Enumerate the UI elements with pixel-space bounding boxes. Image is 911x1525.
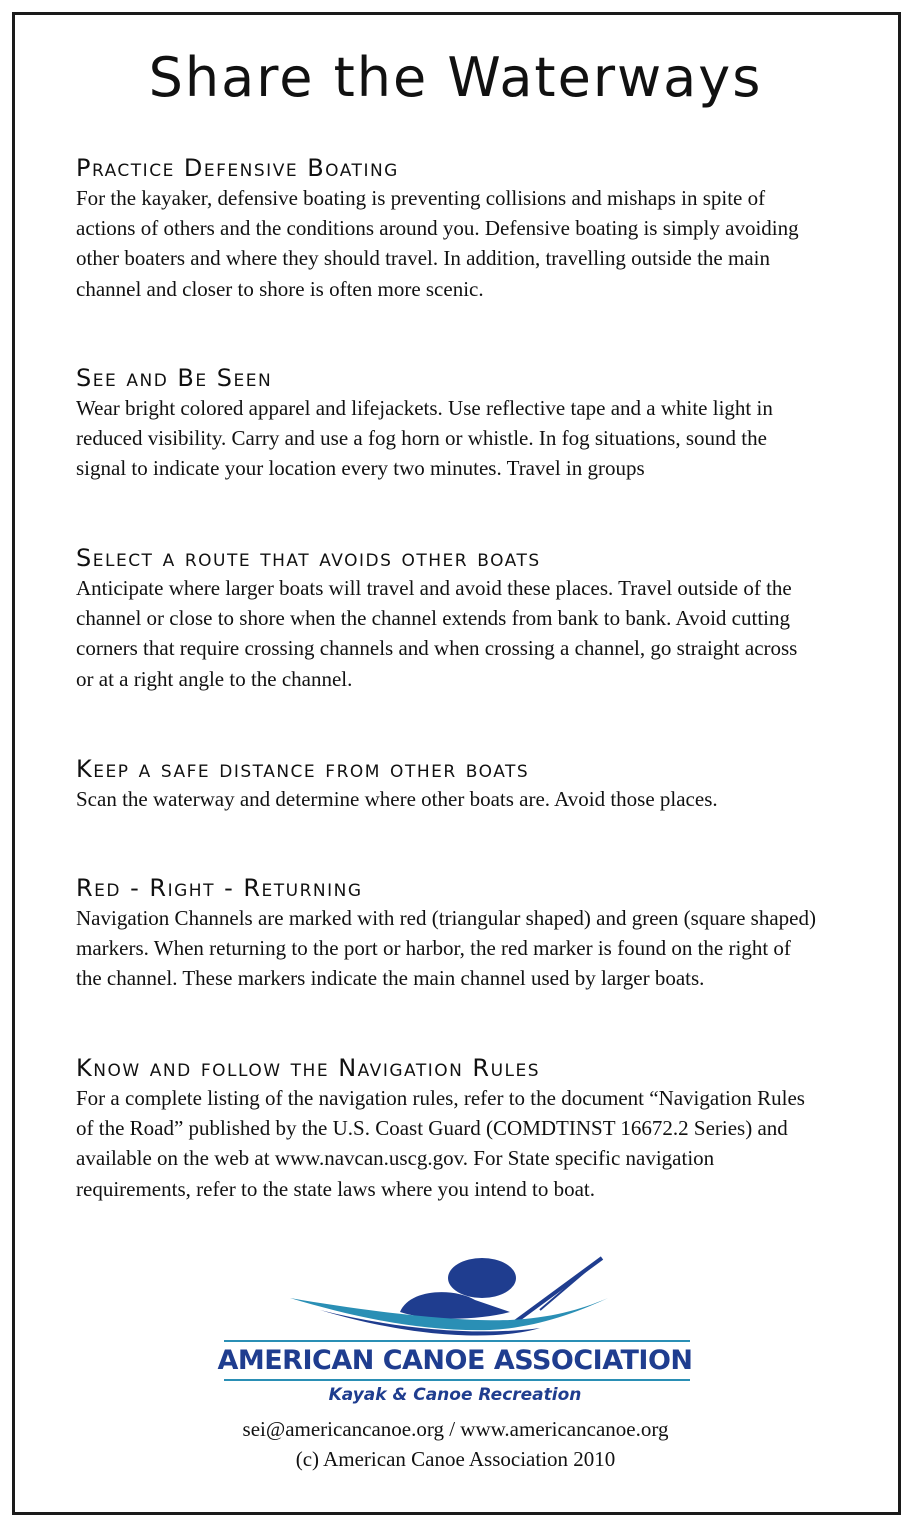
page-title: Share the Waterways: [148, 46, 763, 109]
section-heading: Keep a safe distance from other boats: [76, 755, 530, 783]
section-see-and-be-seen: [76, 363, 816, 484]
section-defensive-boating: [76, 153, 816, 304]
section-heading: See and Be Seen: [76, 364, 273, 392]
section-heading: Select a route that avoids other boats: [76, 544, 541, 572]
section-heading: Practice Defensive Boating: [76, 154, 399, 182]
section-body: For a complete listing of the navigation rules, refer to the document “Navigation Rules of the Road” published by the U.S. Coast Guard (COMDTINST 16672.2 Series) and available on the web at www.navcan.uscg.gov. For State specific navigation requirements, refer to the state laws where you intend to boat.: [76, 1086, 805, 1201]
section-body: Wear bright colored apparel and lifejackets. Use reflective tape and a white light in reduced visibility. Carry and use a fog horn or whistle. In fog situations, sound the signal to indicate your location every two minutes. Travel in groups: [76, 396, 773, 481]
section-body: For the kayaker, defensive boating is preventing collisions and mishaps in spite of actions of others and the conditions around you. Defensive boating is simply avoiding other boaters and where they should travel. In addition, travelling outside the main channel and closer to shore is often more scenic.: [76, 186, 799, 301]
logo-tagline: Kayak & Canoe Recreation: [328, 1385, 582, 1405]
kayaker-logo-icon: [210, 1250, 700, 1345]
aca-logo: [210, 1250, 700, 1410]
logo-wordmark: AMERICAN CANOE ASSOCIATION: [217, 1345, 693, 1376]
copyright-line: (c) American Canoe Association 2010: [295, 1447, 616, 1471]
section-navigation-rules: [76, 1053, 816, 1204]
logo-rule-top: [224, 1340, 690, 1342]
section-heading: Know and follow the Navigation Rules: [76, 1054, 541, 1082]
section-safe-distance: [76, 754, 816, 814]
section-body: Navigation Channels are marked with red (triangular shaped) and green (square shaped) markers. When returning to the port or harbor, the red marker is found on the right of the channel. These markers indicate the main channel used by larger boats.: [76, 906, 816, 991]
section-body: Scan the waterway and determine where other boats are. Avoid those places.: [76, 787, 718, 811]
contact-line: sei@americancanoe.org / www.americancanoe.org: [242, 1417, 669, 1441]
section-heading: Red - Right - Returning: [76, 874, 363, 902]
section-red-right-returning: [76, 873, 816, 994]
logo-rule-bottom: [224, 1379, 690, 1381]
section-body: Anticipate where larger boats will travel and avoid these places. Travel outside of the channel or close to shore when the channel extends from bank to bank. Avoid cutting corners that require crossing channels and when crossing a channel, go straight across or at a right angle to the channel.: [76, 576, 798, 691]
section-select-route: [76, 543, 816, 694]
